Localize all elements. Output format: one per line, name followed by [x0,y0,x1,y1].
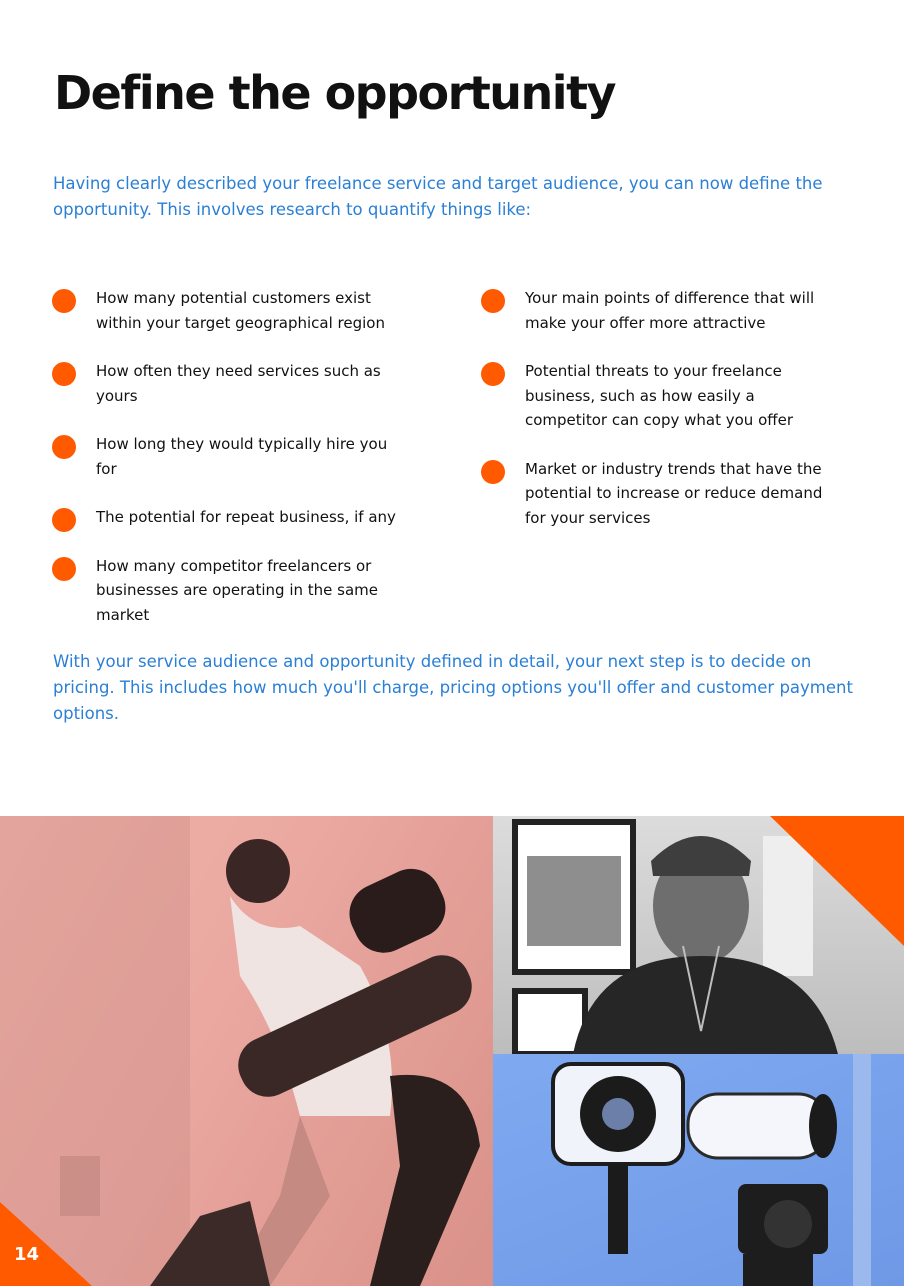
list-item: How many competitor freelancers or businesses are operating in the same market [52,554,412,628]
photo-collage [0,816,904,1286]
bullet-dot-icon [52,289,76,313]
list-item: Your main points of difference that will make your offer more attractive [481,286,841,335]
outro-paragraph: With your service audience and opportunity defined in detail, your next step is to decide on pricing. This includes how much you'll charge, pricing options you'll offer and customer payment options. [53,652,853,723]
bullet-dot-icon [52,362,76,386]
list-item: The potential for repeat business, if any [52,505,412,530]
intro-paragraph: Having clearly described your freelance service and target audience, you can now define the opportunity. This involves research to quantify things like: [53,174,823,219]
camera-gear-photo [493,1054,904,1286]
page-number: 14 [14,1244,40,1265]
bullet-dot-icon [52,435,76,459]
list-item: How long they would typically hire you for [52,432,412,481]
bullet-dot-icon [481,460,505,484]
list-item: How many potential customers exist within your target geographical region [52,286,412,335]
bullet-list-right [481,286,841,554]
list-item: Market or industry trends that have the potential to increase or reduce demand for your services [481,457,841,531]
bullet-dot-icon [52,557,76,581]
bullet-dot-icon [481,362,505,386]
corner-accent-top-right [770,816,904,946]
bullet-list-left [52,286,412,651]
list-item: How often they need services such as yours [52,359,412,408]
bullet-dot-icon [481,289,505,313]
camera-equipment-illustration [493,1054,904,1286]
bullet-dot-icon [52,508,76,532]
page-title: Define the opportunity [54,66,616,120]
list-item: Potential threats to your freelance business, such as how easily a competitor can copy what you offer [481,359,841,433]
